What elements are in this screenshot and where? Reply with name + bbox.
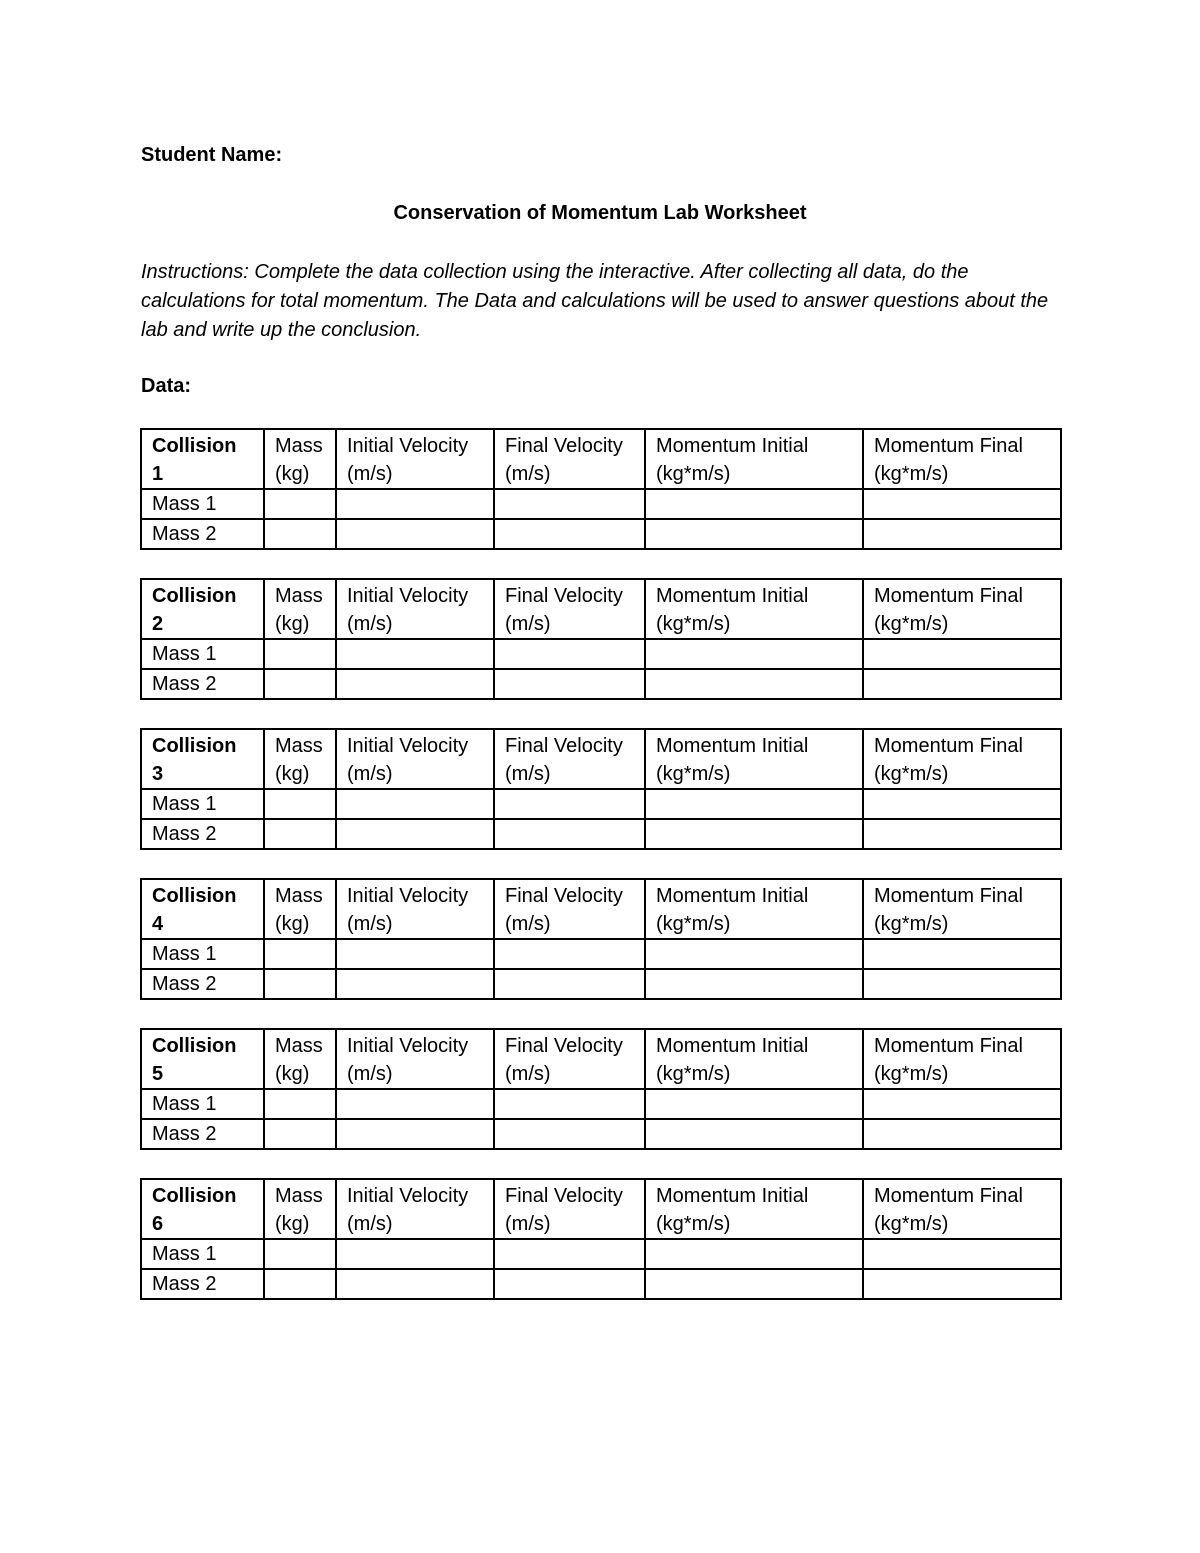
- collision-table: [140, 1178, 1062, 1300]
- row-label: Mass 2: [141, 819, 264, 849]
- column-header-line: (kg*m/s): [656, 1063, 731, 1085]
- data-entry-cell[interactable]: [645, 1089, 863, 1119]
- collision-title: Collision 4: [141, 879, 264, 939]
- collision-title: Collision 3: [141, 729, 264, 789]
- data-entry-cell[interactable]: [264, 669, 336, 699]
- column-header-line: Final Velocity: [505, 585, 623, 607]
- row-label: Mass 1: [141, 939, 264, 969]
- column-header: [645, 879, 863, 939]
- column-header-line: (m/s): [347, 1063, 393, 1085]
- column-header-line: (m/s): [347, 463, 393, 485]
- data-entry-cell[interactable]: [336, 939, 494, 969]
- column-header: [863, 729, 1061, 789]
- collision-table: [140, 578, 1062, 700]
- row-label: Mass 2: [141, 669, 264, 699]
- column-header: [336, 1029, 494, 1089]
- column-header-line: (m/s): [505, 763, 551, 785]
- column-header: [336, 1179, 494, 1239]
- data-entry-cell[interactable]: [645, 969, 863, 999]
- data-entry-cell[interactable]: [863, 1089, 1061, 1119]
- data-entry-cell[interactable]: [863, 669, 1061, 699]
- data-entry-cell[interactable]: [863, 639, 1061, 669]
- column-header-line: Momentum Initial: [656, 585, 809, 607]
- data-entry-cell[interactable]: [494, 819, 645, 849]
- column-header-line: Final Velocity: [505, 1185, 623, 1207]
- column-header-line: Momentum Initial: [656, 1185, 809, 1207]
- data-entry-cell[interactable]: [645, 1119, 863, 1149]
- column-header-line: Final Velocity: [505, 1035, 623, 1057]
- data-entry-cell[interactable]: [494, 1269, 645, 1299]
- data-entry-cell[interactable]: [494, 969, 645, 999]
- data-entry-cell[interactable]: [494, 639, 645, 669]
- column-header-line: Momentum Initial: [656, 885, 809, 907]
- data-entry-cell[interactable]: [863, 1239, 1061, 1269]
- column-header-line: (kg*m/s): [874, 613, 949, 635]
- column-header: [645, 1179, 863, 1239]
- column-header-line: Momentum Final: [874, 885, 1023, 907]
- column-header-line: Momentum Final: [874, 435, 1023, 457]
- column-header-line: Initial Velocity: [347, 585, 469, 607]
- column-header-line: Mass: [275, 585, 323, 607]
- table-row: [141, 669, 1061, 699]
- row-label: Mass 2: [141, 969, 264, 999]
- column-header-line: Initial Velocity: [347, 435, 469, 457]
- data-entry-cell[interactable]: [264, 1119, 336, 1149]
- column-header: [494, 729, 645, 789]
- data-entry-cell[interactable]: [264, 1269, 336, 1299]
- data-entry-cell[interactable]: [336, 819, 494, 849]
- data-entry-cell[interactable]: [645, 489, 863, 519]
- column-header-line: (m/s): [505, 913, 551, 935]
- column-header-line: (kg): [275, 613, 310, 635]
- data-entry-cell[interactable]: [863, 819, 1061, 849]
- column-header: [494, 429, 645, 489]
- column-header-line: Final Velocity: [505, 885, 623, 907]
- column-header-line: (kg*m/s): [656, 913, 731, 935]
- column-header-line: Mass: [275, 885, 323, 907]
- column-header-line: (m/s): [347, 913, 393, 935]
- data-entry-cell[interactable]: [494, 1089, 645, 1119]
- data-entry-cell[interactable]: [264, 939, 336, 969]
- column-header-line: (kg): [275, 763, 310, 785]
- column-header-line: Initial Velocity: [347, 885, 469, 907]
- row-label: Mass 1: [141, 1089, 264, 1119]
- column-header-line: (m/s): [347, 1213, 393, 1235]
- collision-title: Collision 5: [141, 1029, 264, 1089]
- column-header-line: (kg*m/s): [874, 763, 949, 785]
- column-header: [336, 579, 494, 639]
- table-row: [141, 969, 1061, 999]
- table-header-row: [141, 729, 1061, 789]
- column-header-line: Mass: [275, 435, 323, 457]
- column-header-line: Initial Velocity: [347, 1185, 469, 1207]
- data-entry-cell[interactable]: [264, 969, 336, 999]
- table-header-row: [141, 1179, 1061, 1239]
- data-entry-cell[interactable]: [863, 1119, 1061, 1149]
- collision-table: [140, 728, 1062, 850]
- column-header: [863, 879, 1061, 939]
- row-label: Mass 1: [141, 639, 264, 669]
- table-row: [141, 1269, 1061, 1299]
- data-entry-cell[interactable]: [863, 789, 1061, 819]
- column-header-line: (kg*m/s): [656, 463, 731, 485]
- column-header: [645, 729, 863, 789]
- data-entry-cell[interactable]: [645, 669, 863, 699]
- column-header: [494, 579, 645, 639]
- column-header-line: (m/s): [505, 1213, 551, 1235]
- data-entry-cell[interactable]: [645, 939, 863, 969]
- column-header-line: Initial Velocity: [347, 1035, 469, 1057]
- column-header-line: Momentum Final: [874, 1035, 1023, 1057]
- table-header-row: [141, 879, 1061, 939]
- column-header-line: (kg*m/s): [874, 913, 949, 935]
- instructions-text: Instructions: Complete the data collection using the interactive. After collecting all data, do the calculations for total momentum. The Data and calculations will be used to answer questions about the lab and write up the conclusion.: [141, 261, 1049, 341]
- data-entry-cell[interactable]: [494, 939, 645, 969]
- column-header-line: (m/s): [347, 763, 393, 785]
- table-header-row: [141, 579, 1061, 639]
- data-entry-cell[interactable]: [645, 519, 863, 549]
- data-entry-cell[interactable]: [336, 969, 494, 999]
- table-row: [141, 1119, 1061, 1149]
- row-label: Mass 1: [141, 1239, 264, 1269]
- table-row: [141, 1239, 1061, 1269]
- row-label: Mass 2: [141, 519, 264, 549]
- data-entry-cell[interactable]: [336, 1239, 494, 1269]
- data-entry-cell[interactable]: [494, 1239, 645, 1269]
- data-entry-cell[interactable]: [336, 1089, 494, 1119]
- table-row: [141, 939, 1061, 969]
- data-entry-cell[interactable]: [494, 519, 645, 549]
- data-entry-cell[interactable]: [264, 789, 336, 819]
- column-header-line: (m/s): [347, 613, 393, 635]
- data-entry-cell[interactable]: [863, 519, 1061, 549]
- column-header: [494, 879, 645, 939]
- column-header: [264, 879, 336, 939]
- column-header-line: (kg*m/s): [656, 613, 731, 635]
- column-header: [863, 1179, 1061, 1239]
- column-header-line: Final Velocity: [505, 435, 623, 457]
- student-name-label: Student Name:: [141, 144, 283, 166]
- data-entry-cell[interactable]: [336, 789, 494, 819]
- column-header: [494, 1029, 645, 1089]
- column-header: [645, 579, 863, 639]
- table-row: [141, 1089, 1061, 1119]
- column-header-line: (kg*m/s): [874, 1213, 949, 1235]
- collision-table: [140, 878, 1062, 1000]
- row-label: Mass 1: [141, 789, 264, 819]
- column-header-line: Momentum Initial: [656, 435, 809, 457]
- column-header: [645, 1029, 863, 1089]
- table-row: [141, 789, 1061, 819]
- column-header-line: Mass: [275, 1185, 323, 1207]
- column-header: [264, 1179, 336, 1239]
- table-row: [141, 819, 1061, 849]
- column-header-line: Mass: [275, 1035, 323, 1057]
- collision-tables: [140, 428, 1060, 1328]
- column-header-line: (kg): [275, 1213, 310, 1235]
- column-header-line: (m/s): [505, 613, 551, 635]
- worksheet-title: Conservation of Momentum Lab Worksheet: [393, 202, 807, 224]
- data-entry-cell[interactable]: [645, 819, 863, 849]
- column-header-line: (kg): [275, 913, 310, 935]
- data-entry-cell[interactable]: [494, 489, 645, 519]
- column-header-line: (kg*m/s): [656, 1213, 731, 1235]
- data-entry-cell[interactable]: [645, 1269, 863, 1299]
- row-label: Mass 2: [141, 1269, 264, 1299]
- data-entry-cell[interactable]: [264, 519, 336, 549]
- column-header: [863, 579, 1061, 639]
- column-header: [645, 429, 863, 489]
- data-entry-cell[interactable]: [336, 519, 494, 549]
- data-entry-cell[interactable]: [336, 669, 494, 699]
- data-entry-cell[interactable]: [645, 789, 863, 819]
- column-header: [264, 729, 336, 789]
- column-header-line: (m/s): [505, 1063, 551, 1085]
- column-header: [863, 1029, 1061, 1089]
- column-header-line: (m/s): [505, 463, 551, 485]
- column-header-line: Momentum Initial: [656, 735, 809, 757]
- column-header-line: Final Velocity: [505, 735, 623, 757]
- column-header-line: Initial Velocity: [347, 735, 469, 757]
- data-entry-cell[interactable]: [264, 1239, 336, 1269]
- column-header-line: Momentum Initial: [656, 1035, 809, 1057]
- collision-title: Collision 2: [141, 579, 264, 639]
- column-header-line: (kg): [275, 463, 310, 485]
- data-entry-cell[interactable]: [336, 1269, 494, 1299]
- data-entry-cell[interactable]: [863, 939, 1061, 969]
- column-header-line: Momentum Final: [874, 735, 1023, 757]
- column-header-line: Mass: [275, 735, 323, 757]
- data-section-label: Data:: [141, 375, 192, 397]
- column-header-line: Momentum Final: [874, 1185, 1023, 1207]
- collision-table: [140, 1028, 1062, 1150]
- collision-title: Collision 1: [141, 429, 264, 489]
- collision-title: Collision 6: [141, 1179, 264, 1239]
- data-entry-cell[interactable]: [264, 819, 336, 849]
- data-entry-cell[interactable]: [264, 639, 336, 669]
- data-entry-cell[interactable]: [645, 1239, 863, 1269]
- table-header-row: [141, 429, 1061, 489]
- table-header-row: [141, 1029, 1061, 1089]
- row-label: Mass 2: [141, 1119, 264, 1149]
- data-entry-cell[interactable]: [494, 1119, 645, 1149]
- data-entry-cell[interactable]: [264, 489, 336, 519]
- column-header: [264, 579, 336, 639]
- column-header: [264, 429, 336, 489]
- data-entry-cell[interactable]: [863, 969, 1061, 999]
- data-entry-cell[interactable]: [645, 639, 863, 669]
- column-header: [336, 879, 494, 939]
- data-entry-cell[interactable]: [863, 489, 1061, 519]
- collision-table: [140, 428, 1062, 550]
- column-header: [264, 1029, 336, 1089]
- column-header-line: (kg*m/s): [874, 1063, 949, 1085]
- table-row: [141, 639, 1061, 669]
- column-header: [336, 729, 494, 789]
- column-header: [336, 429, 494, 489]
- data-entry-cell[interactable]: [863, 1269, 1061, 1299]
- data-entry-cell[interactable]: [494, 669, 645, 699]
- column-header-line: (kg): [275, 1063, 310, 1085]
- data-entry-cell[interactable]: [336, 1119, 494, 1149]
- table-row: [141, 519, 1061, 549]
- column-header: [494, 1179, 645, 1239]
- data-entry-cell[interactable]: [336, 489, 494, 519]
- data-entry-cell[interactable]: [336, 639, 494, 669]
- data-entry-cell[interactable]: [264, 1089, 336, 1119]
- row-label: Mass 1: [141, 489, 264, 519]
- column-header-line: (kg*m/s): [656, 763, 731, 785]
- column-header: [863, 429, 1061, 489]
- table-row: [141, 489, 1061, 519]
- data-entry-cell[interactable]: [494, 789, 645, 819]
- column-header-line: Momentum Final: [874, 585, 1023, 607]
- column-header-line: (kg*m/s): [874, 463, 949, 485]
